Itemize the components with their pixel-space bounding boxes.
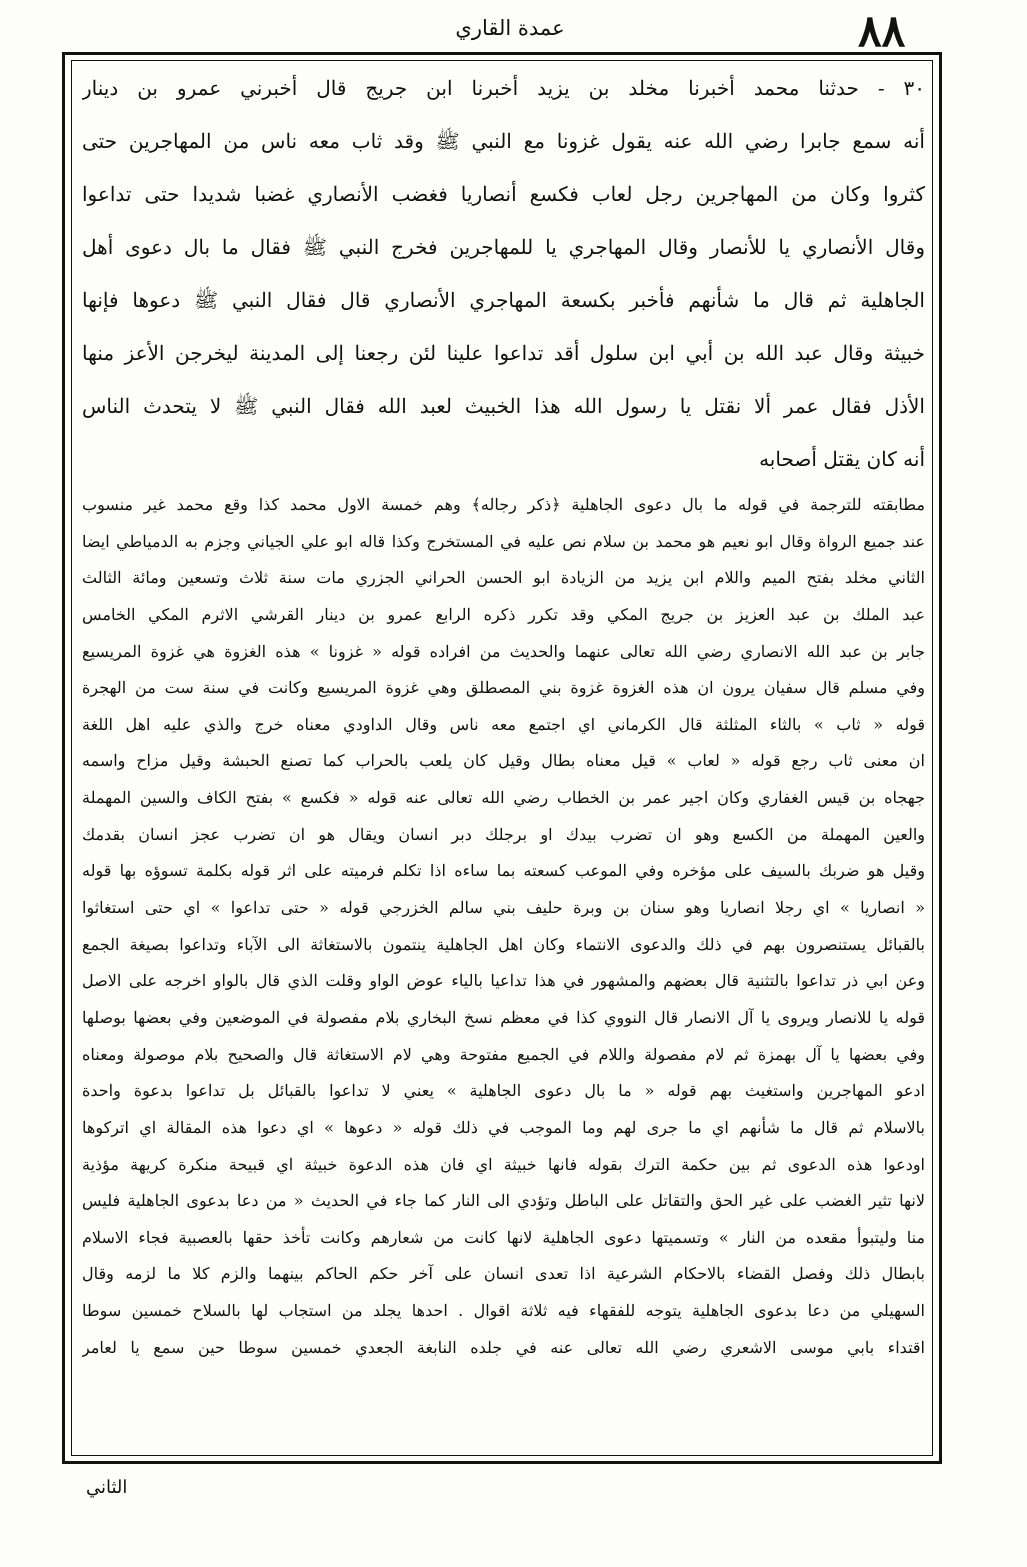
hadith-line: أنه كان يقتل أصحابه: [759, 447, 925, 471]
hadith-line: ٣٠ - حدثنا محمد أخبرنا مخلد بن يزيد أخبرنا ابن جريج قال أخبرني عمرو بن دينار: [82, 76, 925, 100]
commentary-line: وقيل هو ضربك بالسيف على مؤخره وفي الموعب كسعته بما ساءه اذا تكلم فرميته على اثر قوله بكلمة تسوؤه بها قوله: [82, 861, 925, 881]
commentary-line: عبد الملك بن عبد العزيز بن جريج المكي وقد تكرر ذكره الرابع عمرو بن دينار القرشي الاثرم المكي الخامس: [82, 604, 925, 624]
hadith-line: الجاهلية ثم قال ما شأنهم فأخبر بكسعة المهاجري الأنصاري قال فقال النبي ﷺ دعوها فإنها: [82, 288, 925, 312]
hadith-line: أنه سمع جابرا رضي الله عنه يقول غزونا مع النبي ﷺ وقد ثاب معه ناس من المهاجرين حتى: [82, 129, 925, 153]
catchword: الثاني: [86, 1477, 128, 1498]
page-number: ٨٨: [858, 6, 906, 57]
commentary-line: السهيلي من دعا بدعوى الجاهلية يتوجه للفقهاء فيه ثلاثة اقوال . احدها يجلد من استجاب لها بالسلاح خمسين سوطا: [82, 1301, 925, 1321]
commentary-line: ادعو المهاجرين واستغيث بهم قوله « ما بال دعوى الجاهلية » يعني لا تداعوا بالقبائل بل تداعوا بدعوة واحدة: [82, 1081, 925, 1101]
commentary-line: بالاسلام ثم قال ما شأنهم اي ما جرى لهم وما الموجب في ذلك قوله « دعوها » اي دعوا هذه المقالة اي اتركوها: [82, 1117, 925, 1137]
commentary-line: اقتداء بابي موسى الاشعري رضي الله تعالى عنه في جلده النابغة الجعدي خمسين سوطا حين سمع يا لعامر: [82, 1337, 925, 1357]
commentary-line: وعن ابي ذر تداعوا بالتثنية قال بعضهم والمشهور في هذا تداعيا بالياء عوض الواو وقلت الذي قال بالواو اخرجه على الاصل: [82, 971, 925, 991]
hadith-line: كثروا وكان من المهاجرين رجل لعاب فكسع أنصاريا فغضب الأنصاري غضبا شديدا حتى تداعوا: [82, 182, 925, 206]
hadith-line: الأذل فقال عمر ألا نقتل يا رسول الله هذا الخبيث لعبد الله فقال النبي ﷺ لا يتحدث الناس: [82, 394, 925, 418]
commentary-line: جابر بن عبد الله الانصاري رضي الله تعالى عنهما والحديث من افراده قوله « غزونا » هذه الغزوة هي غزوة المريسيع: [82, 641, 925, 661]
running-title: عمدة القاري: [455, 16, 565, 40]
commentary-line: قوله « ثاب » بالثاء المثلثة قال الكرماني اي اجتمع معه ناس وقال الداودي معناه خرج والذي عليه اهل اللغة: [82, 714, 925, 734]
page-body: [82, 62, 925, 1452]
commentary-line: جهجاه بن قيس الغفاري وكان اجير عمر بن الخطاب رضي الله تعالى عنه قوله « فكسع » بفتح الكاف والسين المهملة: [82, 788, 925, 808]
commentary-line: لانها تثير الغضب على غير الحق والتقاتل على الباطل وتؤدي الى النار كما جاء في الحديث « من دعا بدعوى الجاهلية فليس: [82, 1191, 925, 1211]
commentary-line: الثاني مخلد بفتح الميم واللام ابن يزيد من الزيادة ابو الحسن الحراني الجزري مات سنة ثلاث وتسعين ومائة الثالث: [82, 568, 925, 588]
hadith-line: وقال الأنصاري يا للأنصار وقال المهاجري يا للمهاجرين فخرج النبي ﷺ فقال ما بال دعوى أهل: [82, 235, 925, 259]
hadith-text: [82, 62, 925, 487]
commentary-line: « انصاريا » اي رجلا انصاريا وهو سنان بن وبرة حليف بني سالم الخزرجي قوله « حتى تداعوا » اي حتى استغاثوا: [82, 898, 925, 918]
commentary-text: [82, 487, 925, 1366]
hadith-line: خبيثة وقال عبد الله بن أبي ابن سلول أقد تداعوا علينا لئن رجعنا إلى المدينة ليخرجن الأعز منها: [82, 341, 925, 365]
commentary-line: بابطال ذلك وفصل القضاء بالاحكام الشرعية اذا تعدى انسان على آخر حكم الحاكم بينهما والزم كلا ما لزمه وقال: [82, 1264, 925, 1284]
commentary-line: عند جميع الرواة وقال ابو نعيم هو محمد بن سلام نص عليه في المستخرج وكذا قاله ابو علي الجياني وجزم به الدمياطي ايضا: [82, 531, 925, 551]
commentary-line: منا وليتبوأ مقعده من النار » وتسميتها دعوى الجاهلية لانها كانت من شعارهم وكانت تأخذ حقها بالعصبية فجاء الاسلام: [82, 1227, 925, 1247]
commentary-line: وفي بعضها يا آل بهمزة ثم لام مفصولة واللام في الجميع مفتوحة وهي لام الاستغاثة قال والصحيح بلام موصولة ومعناه: [82, 1044, 925, 1064]
commentary-line: والعين المهملة من الكسع وهو ان تضرب بيدك او برجلك دبر انسان ويقال هو ان تضرب عجز انسان بقدمك: [82, 824, 925, 844]
commentary-line: بالقبائل يستنصرون بهم في ذلك والدعوى الانتماء وكان اهل الجاهلية ينتمون بالاستغاثة الى الآباء وتداعوا بصيغة الجمع: [82, 934, 925, 954]
commentary-line: وفي مسلم قال سفيان يرون ان هذه الغزوة غزوة بني المصطلق وهي غزوة المريسيع وكانت في سنة ست من الهجرة: [82, 678, 925, 698]
commentary-line: قوله يا للانصار ويروى يا آل الانصار قال النووي كذا في معظم نسخ البخاري بلام مفصولة في الموضعين وفي بعضها بوصلها: [82, 1007, 925, 1027]
commentary-line: اودعوا هذه الدعوى ثم بين حكمة الترك بقوله فانها خبيثة اي فان هذه الدعوة خبيثة اي قبيحة منكرة كريهة مؤذية: [82, 1154, 925, 1174]
commentary-line: مطابقته للترجمة في قوله ما بال دعوى الجاهلية ﴿ذكر رجاله﴾ وهم خمسة الاول محمد كذا وقع محمد غير منسوب: [82, 495, 925, 514]
commentary-line: ان معنى ثاب رجع قوله « لعاب » قيل معناه بطال وقيل كان يلعب بالحراب كما تصنع الحبشة وقيل مزاح واسمه: [82, 751, 925, 771]
